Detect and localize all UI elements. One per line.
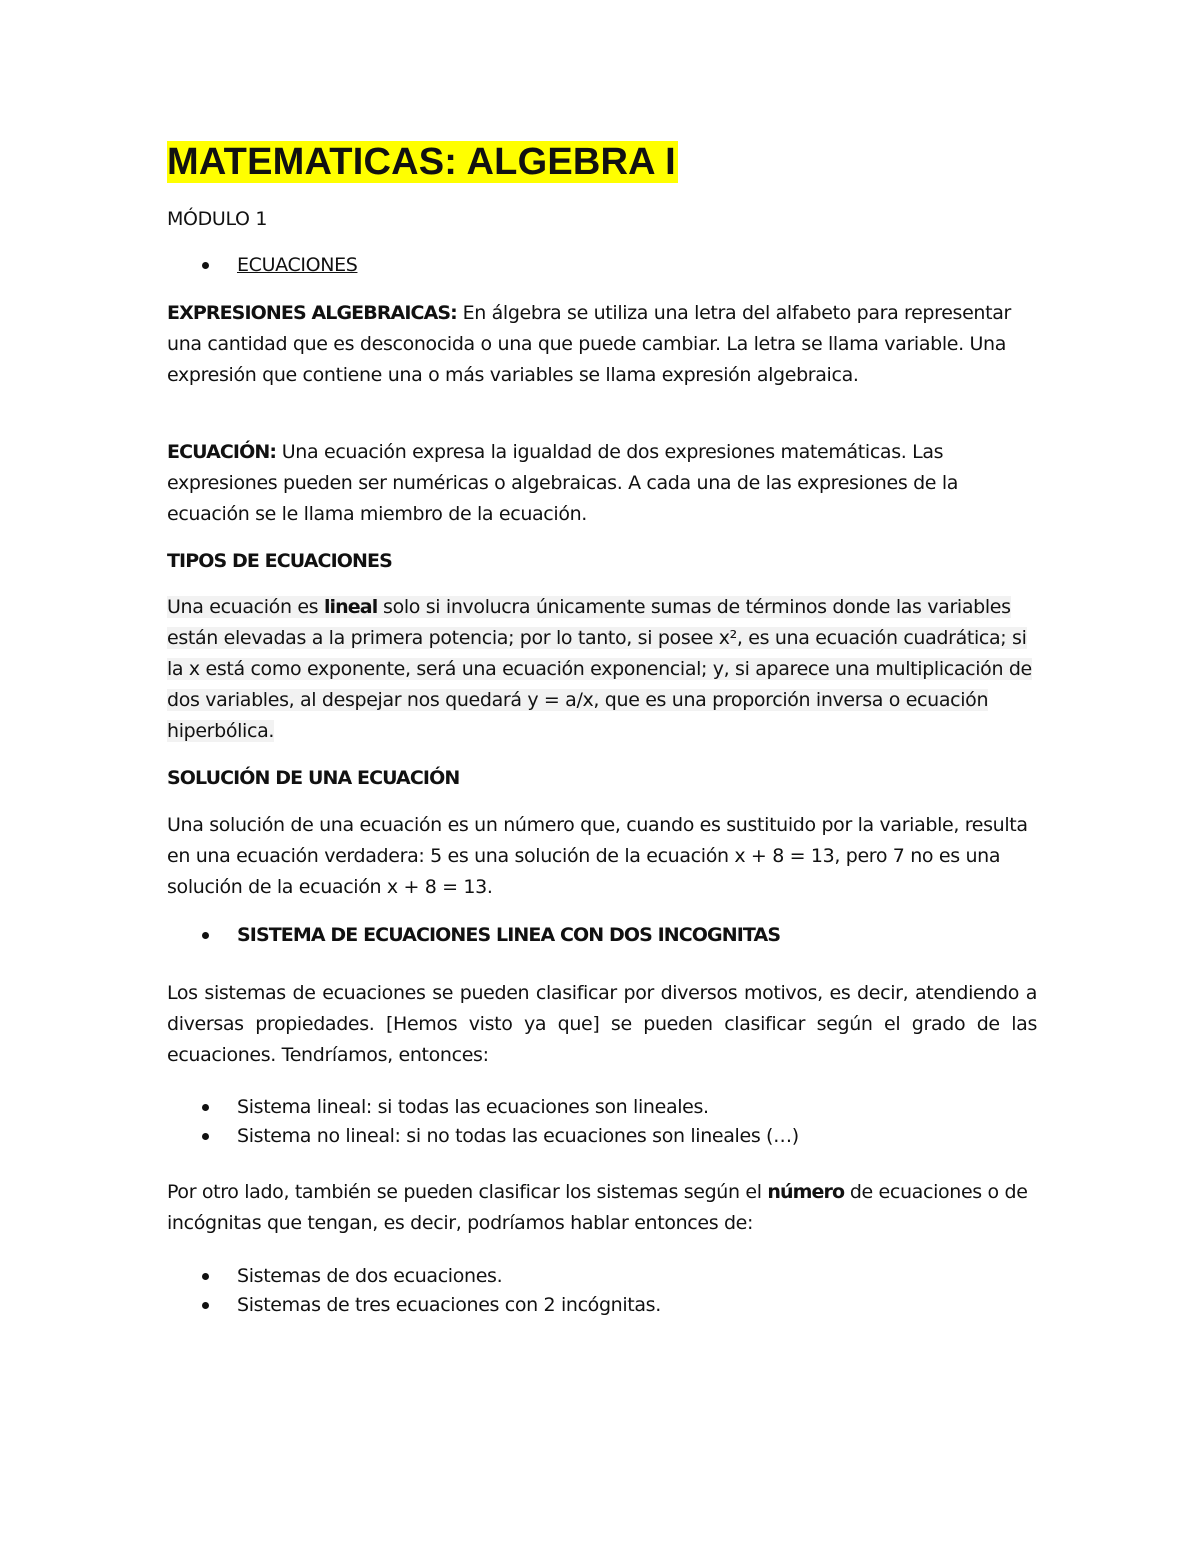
ecuacion-text: Una ecuación expresa la igualdad de dos expresiones matemáticas. Las expresiones pueden ser numéricas o algebraicas. A cada una de las expresiones de la ecuación se le llama miembro de la ecuación. [167, 441, 959, 525]
bullet-dot-icon [202, 1273, 209, 1280]
tipos-paragraph [167, 592, 1037, 747]
solucion-heading: SOLUCIÓN DE UNA ECUACIÓN [167, 767, 460, 789]
document-title [167, 139, 678, 185]
solucion-paragraph: Una solución de una ecuación es un número que, cuando es sustituido por la variable, resulta en una ecuación verdadera: 5 es una solución de la ecuación x + 8 = 13, pero 7 no es una solución de la ecuación x + 8 = 13. [167, 814, 1028, 898]
expresiones-text: En álgebra se utiliza una letra del alfabeto para representar una cantidad que es desconocida o una que puede cambiar. La letra se llama variable. Una expresión que contiene una o más variables se llama expresión algebraica. [167, 302, 1011, 386]
otro-text-b: de ecuaciones o de incógnitas que tengan, es decir, podríamos hablar entonces de: [167, 1181, 1028, 1234]
bullet-dot-icon [202, 1104, 209, 1111]
title-highlight: MATEMATICAS: ALGEBRA I [167, 141, 676, 183]
tipos-heading: TIPOS DE ECUACIONES [167, 550, 392, 572]
module-label: MÓDULO 1 [167, 208, 268, 230]
bullet-sistema-label: SISTEMA DE ECUACIONES LINEA CON DOS INCOGNITAS [237, 924, 781, 946]
tipos-text-b: solo si involucra únicamente sumas de términos donde las variables están elevadas a la primera potencia; por lo tanto, si posee x², es una ecuación cuadrática; si la x está como exponente, será una ecuación exponencial; y, si aparece una multiplicación de dos variables, al despejar nos quedará y = a/x, que es una proporción inversa o ecuación hiperbólica. [167, 596, 1032, 742]
expresiones-term: EXPRESIONES ALGEBRAICAS: [167, 302, 457, 324]
tipos-bold-word: lineal [323, 596, 378, 618]
bullet-dot-icon [202, 932, 209, 939]
expresiones-paragraph [167, 298, 1037, 391]
otro-bold-word: número [767, 1181, 845, 1203]
otro-text-a: Por otro lado, también se pueden clasificar los sistemas según el [167, 1181, 762, 1203]
ecuacion-paragraph [167, 437, 1037, 530]
list2-item-label: Sistemas de dos ecuaciones. [237, 1265, 503, 1287]
bullet-dot-icon [202, 262, 209, 269]
tipos-highlighted-text [167, 596, 1032, 742]
list1-item-label: Sistema no lineal: si no todas las ecuaciones son lineales (…) [237, 1125, 799, 1147]
list2-item-label: Sistemas de tres ecuaciones con 2 incógnitas. [237, 1294, 661, 1316]
bullet-ecuaciones-label: ECUACIONES [237, 254, 358, 276]
sistemas-paragraph: Los sistemas de ecuaciones se pueden clasificar por diversos motivos, es decir, atendiendo a diversas propiedades. [Hemos visto ya que] se pueden clasificar según el grado de las ecuaciones. Tendríamos, entonces: [167, 982, 1037, 1066]
ecuacion-term: ECUACIÓN: [167, 441, 277, 463]
otro-paragraph [167, 1177, 1037, 1239]
bullet-dot-icon [202, 1302, 209, 1309]
bullet-dot-icon [202, 1133, 209, 1140]
list1-item-label: Sistema lineal: si todas las ecuaciones son lineales. [237, 1096, 709, 1118]
tipos-text-a: Una ecuación es [167, 596, 319, 618]
